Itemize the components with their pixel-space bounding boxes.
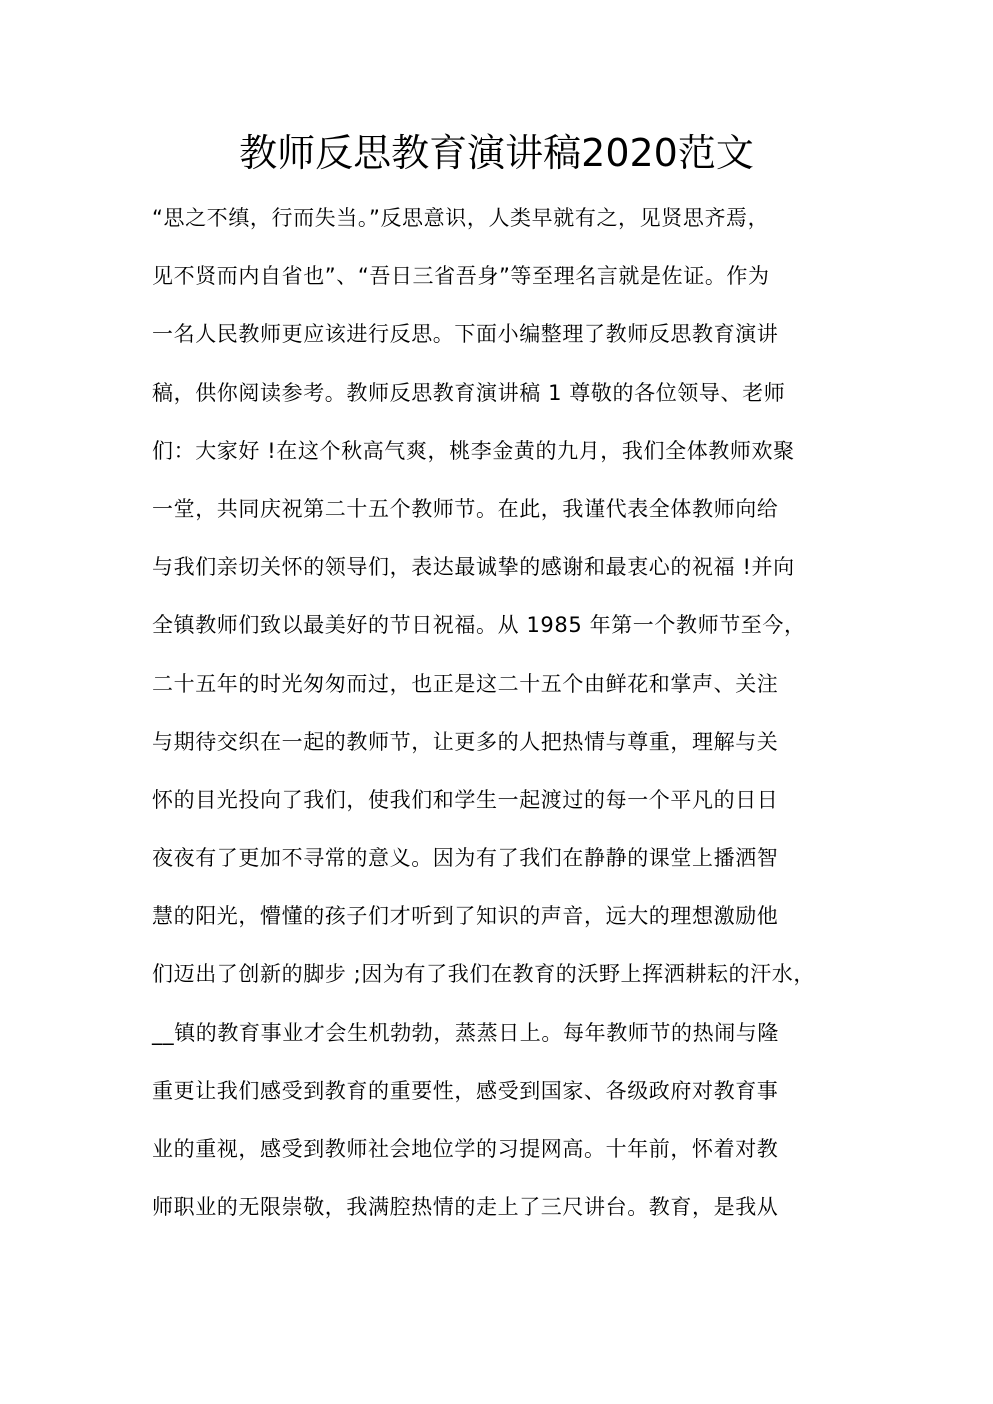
body-line: 们迈出了创新的脚步 ;因为有了我们在教育的沃野上挥洒耕耘的汗水，: [152, 962, 815, 987]
document-title: 教师反思教育演讲稿2020范文: [239, 131, 754, 175]
body-line: 夜夜有了更加不寻常的意义。因为有了我们在静静的课堂上播洒智: [152, 846, 779, 871]
body-line: 师职业的无限崇敬，我满腔热情的走上了三尺讲台。教育，是我从: [152, 1195, 779, 1220]
body-line: 与期待交织在一起的教师节，让更多的人把热情与尊重，理解与关: [152, 729, 779, 754]
body-line: 一名人民教师更应该进行反思。下面小编整理了教师反思教育演讲: [152, 322, 779, 347]
body-line: 业的重视，感受到教师社会地位学的习提网高。十年前，怀着对教: [152, 1137, 779, 1161]
body-line: 全镇教师们致以最美好的节日祝福。从 1985 年第一个教师节至今，: [152, 613, 806, 638]
document-body: [152, 202, 852, 1249]
body-line: “思之不缜，行而失当。”反思意识，人类早就有之，见贤思齐焉，: [152, 206, 770, 230]
body-line: 稿，供你阅读参考。教师反思教育演讲稿 1 尊敬的各位领导、老师: [152, 380, 786, 405]
body-line: 怀的目光投向了我们，使我们和学生一起渡过的每一个平凡的日日: [152, 787, 779, 812]
body-line: 一堂，共同庆祝第二十五个教师节。在此，我谨代表全体教师向给: [152, 496, 779, 521]
body-line: 二十五年的时光匆匆而过，也正是这二十五个由鲜花和掌声、关注: [152, 671, 779, 696]
body-line: 们：大家好 !在这个秋高气爽，桃李金黄的九月，我们全体教师欢聚: [152, 438, 795, 463]
body-line: 见不贤而内自省也”、“吾日三省吾身”等至理名言就是佐证。作为: [152, 264, 770, 289]
body-line: 重更让我们感受到教育的重要性，感受到国家、各级政府对教育事: [152, 1078, 779, 1103]
body-line: 慧的阳光，懵懂的孩子们才听到了知识的声音，远大的理想激励他: [152, 904, 779, 929]
body-line: __镇的教育事业才会生机勃勃，蒸蒸日上。每年教师节的热闹与隆: [152, 1020, 779, 1045]
body-line: 与我们亲切关怀的领导们，表达最诚挚的感谢和最衷心的祝福 !并向: [152, 555, 795, 580]
